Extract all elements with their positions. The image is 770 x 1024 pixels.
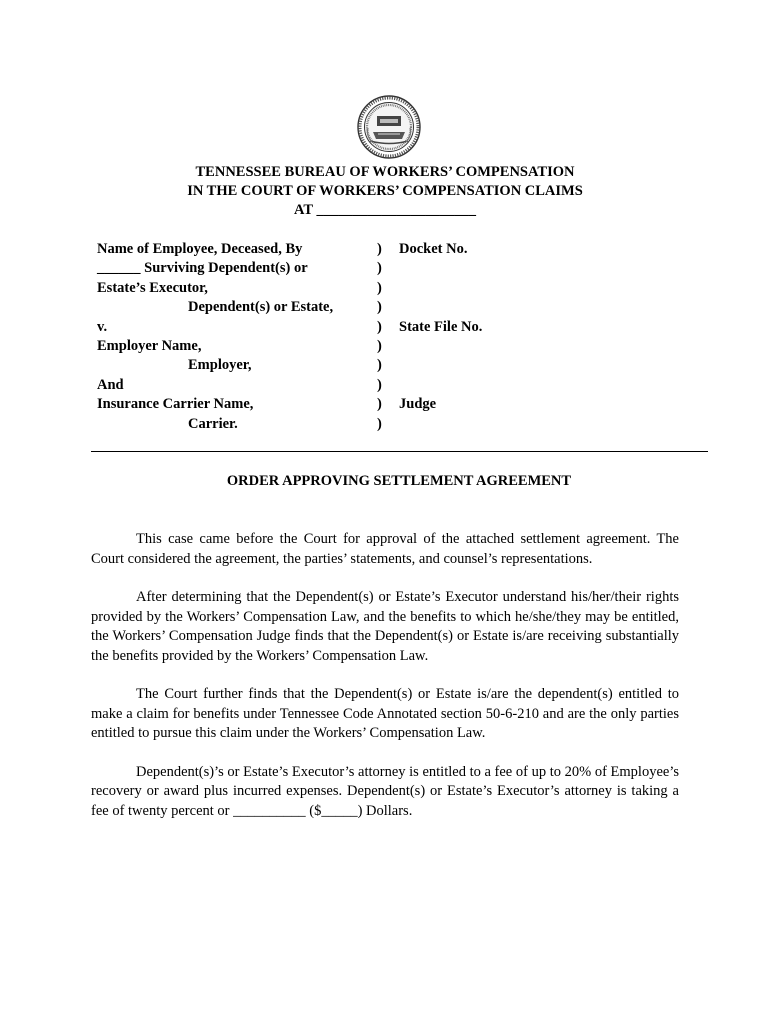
caption-paren: ) — [377, 415, 382, 432]
caption-row — [97, 298, 657, 317]
caption-paren: ) — [377, 337, 382, 354]
state-file-no-label: State File No. — [399, 318, 483, 335]
caption-divider — [91, 451, 708, 452]
caption-party-text: Employer Name, — [97, 337, 202, 354]
header-line-1: TENNESSEE BUREAU OF WORKERS’ COMPENSATION — [195, 164, 575, 180]
paragraph-2: After determining that the Dependent(s) or Estate’s Executor understand his/her/their rights provided by the Workers’ Compensation Law, and the benefits to which he/she/they may be entitled, the Workers’ Compensation Judge finds that the Dependent(s) or Estate is/are receiving substantially the benefits provided by the Workers’ Compensation Law. — [91, 589, 679, 664]
caption-party-text: Insurance Carrier Name, — [97, 396, 254, 413]
caption-paren: ) — [377, 376, 382, 393]
caption-party-text: And — [97, 376, 124, 393]
caption-versus: v. — [97, 318, 108, 335]
order-title: ORDER APPROVING SETTLEMENT AGREEMENT — [226, 473, 572, 489]
caption-party-text: Estate’s Executor, — [97, 279, 208, 296]
tennessee-state-seal-icon — [356, 94, 422, 160]
caption-row — [97, 376, 657, 395]
paragraph-3: The Court further finds that the Dependent(s) or Estate is/are the dependent(s) entitled to make a claim for benefits under Tennessee Code Annotated section 50-6-210 and are the only parties entitled to pursue this claim under the Workers’ Compensation Law. — [91, 686, 679, 741]
caption-paren: ) — [377, 299, 382, 316]
caption-row — [97, 318, 657, 337]
caption-paren: ) — [377, 396, 382, 413]
caption-party-text: Name of Employee, Deceased, By — [97, 241, 303, 257]
court-header — [0, 163, 770, 220]
caption-row — [97, 337, 657, 356]
order-body — [91, 530, 679, 840]
docket-no-label: Docket No. — [399, 241, 468, 257]
caption-party-text: ______ Surviving Dependent(s) or — [97, 260, 308, 277]
paragraph-4: Dependent(s)’s or Estate’s Executor’s attorney is entitled to a fee of up to 20% of Employee’s recovery or award plus incurred expenses. Dependent(s) or Estate’s Executor’s attorney is taking a fee of twenty percent or __________ ($_____) Dollars. — [91, 763, 679, 819]
caption-paren: ) — [377, 357, 382, 374]
caption-row — [97, 279, 657, 298]
header-line-3: AT ______________________ — [294, 202, 476, 218]
header-line-2: IN THE COURT OF WORKERS’ COMPENSATION CLAIMS — [187, 183, 583, 199]
caption-paren: ) — [377, 318, 382, 335]
caption-row — [97, 415, 657, 434]
caption-paren: ) — [377, 260, 382, 277]
caption-paren: ) — [377, 241, 382, 257]
caption-party-role: Carrier. — [188, 415, 238, 432]
case-caption — [97, 240, 657, 434]
caption-row — [97, 356, 657, 375]
judge-label: Judge — [399, 396, 437, 413]
caption-paren: ) — [377, 279, 382, 296]
caption-party-role: Employer, — [188, 357, 252, 374]
caption-row — [97, 395, 657, 414]
paragraph-1: This case came before the Court for approval of the attached settlement agreement. The Court considered the agreement, the parties’ statements, and counsel’s representations. — [91, 531, 679, 567]
caption-row — [97, 259, 657, 278]
caption-row — [97, 240, 657, 259]
caption-party-role: Dependent(s) or Estate, — [188, 299, 334, 316]
